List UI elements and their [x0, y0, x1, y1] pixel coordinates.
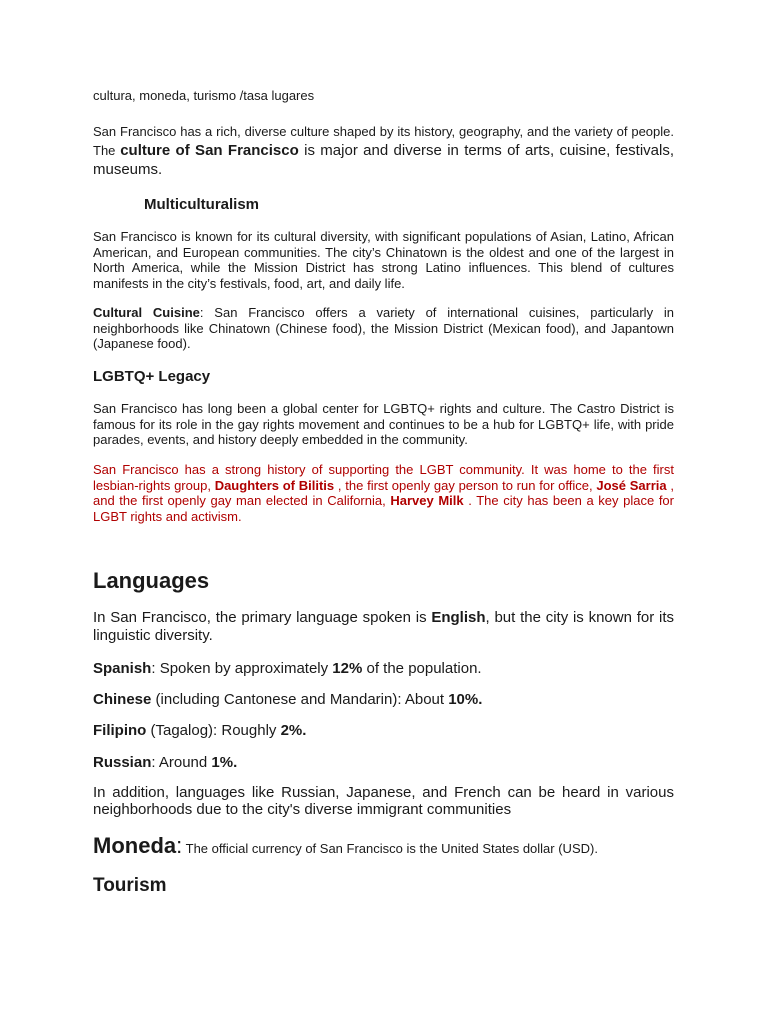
- languages-intro: [93, 609, 674, 645]
- language-item-russian: [93, 754, 674, 772]
- cuisine-text: : San Francisco offers a variety of international cuisines, particularly in neighborhoods like Chinatown (Chinese food), the Mission District (Mexican food), and Japantown (Japanese food).: [93, 305, 674, 351]
- languages-heading: Languages: [93, 568, 210, 593]
- languages-intro-text-2: , but the city is known for its linguistic diversity.: [93, 609, 674, 644]
- intro-text-1: San Francisco has a rich, diverse culture shaped by its history, geography, and the variety of people. The: [93, 124, 674, 158]
- language-name: Filipino: [93, 722, 147, 739]
- language-tail: of the population.: [362, 660, 482, 677]
- intro-text-2: is major and diverse in terms of arts, cuisine, festivals, museums.: [93, 142, 675, 178]
- languages-addition: In addition, languages like Russian, Japanese, and French can be heard in various neighborhoods due to the city's diverse immigrant communities: [93, 784, 674, 818]
- multiculturalism-paragraph: San Francisco is known for its cultural diversity, with significant populations of Asian, Latino, African American, and European communities. The city’s Chinatown is the oldest and one of the largest in North America, while the Mission District has strong Latino influences. This blend of cultures manifests in the city’s festivals, food, art, and daily life.: [93, 229, 674, 291]
- lgbt-history-text-1: San Francisco has a strong history of supporting the LGBT community. It was home to the first lesbian-rights group,: [93, 462, 674, 493]
- lgbtq-heading: LGBTQ+ Legacy: [93, 368, 211, 385]
- intro-paragraph: [93, 122, 674, 179]
- language-desc: : Around: [151, 754, 212, 771]
- language-desc: (Tagalog): Roughly: [146, 722, 281, 739]
- cuisine-label: Cultural Cuisine: [93, 305, 200, 320]
- language-item-filipino: [93, 722, 674, 740]
- moneda-label: Moneda: [93, 833, 177, 858]
- cuisine-paragraph: [93, 305, 674, 352]
- jose-sarria: José Sarria: [596, 477, 667, 493]
- language-percent: 10%.: [448, 691, 483, 708]
- lgbt-history-text-3: , and the first openly gay man elected in California,: [93, 477, 674, 508]
- language-name: Spanish: [93, 660, 152, 677]
- lgbt-history-paragraph: [93, 462, 674, 524]
- language-percent: 1%.: [211, 754, 238, 771]
- language-desc: : Spoken by approximately: [151, 660, 333, 677]
- language-name: Russian: [93, 754, 152, 771]
- languages-intro-text-1: In San Francisco, the primary language spoken is: [93, 609, 432, 626]
- harvey-milk: Harvey Milk: [390, 493, 464, 508]
- lgbtq-paragraph: San Francisco has long been a global center for LGBTQ+ rights and culture. The Castro District is famous for its role in the gay rights movement and continues to be a hub for LGBTQ+ life, with pride parades, events, and history deeply embedded in the community.: [93, 401, 674, 447]
- english-label: English: [431, 609, 486, 626]
- intro-bold: culture of San Francisco: [120, 142, 299, 159]
- lgbt-history-text-2: , the first openly gay person to run for office,: [334, 477, 597, 493]
- language-item-chinese: [93, 691, 674, 709]
- lgbt-history-text-4: . The city has been a key place for LGBT rights and activism.: [93, 493, 674, 524]
- moneda-line: [93, 832, 674, 863]
- language-name: Chinese: [93, 691, 152, 708]
- language-desc: (including Cantonese and Mandarin): About: [151, 691, 449, 708]
- multiculturalism-heading: Multiculturalism: [144, 196, 260, 213]
- language-percent: 12%: [332, 660, 363, 677]
- daughters-of-bilitis: Daughters of Bilitis: [214, 477, 335, 493]
- tourism-heading: Tourism: [93, 875, 167, 896]
- header-line: cultura, moneda, turismo /tasa lugares: [93, 88, 315, 103]
- language-item-spanish: [93, 660, 674, 678]
- moneda-text: The official currency of San Francisco is the United States dollar (USD).: [182, 841, 598, 856]
- language-percent: 2%.: [280, 722, 307, 739]
- moneda-colon: :: [176, 833, 183, 858]
